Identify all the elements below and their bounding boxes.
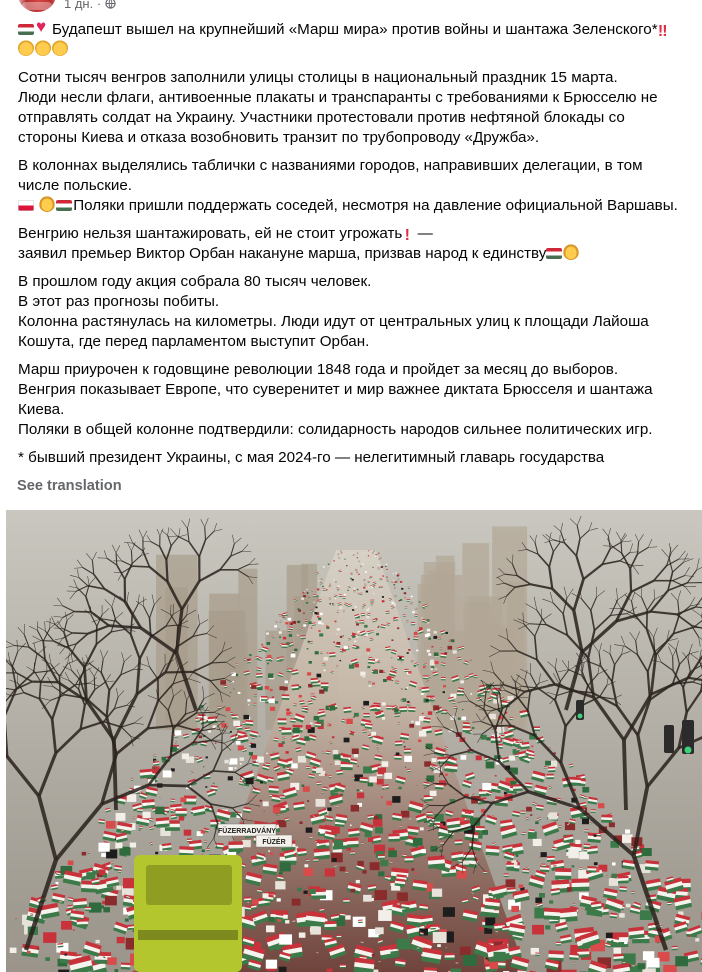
paragraph-3 [18,156,694,216]
post-photo[interactable] [6,510,702,972]
see-translation-link[interactable]: See translation [17,478,122,494]
text-line: стороны Киева и отказа возобновить транзит по трубопроводу «Дружба». [18,129,540,146]
text-line: В колоннах выделялись таблички с названиями городов, направивших делегации, в том [18,157,643,174]
text-line: Венгрия показывает Европе, что суверенитет и мир важнее диктата Брюсселя и шантажа [18,381,653,398]
post-text [18,20,694,476]
red-heart-icon [35,20,51,36]
handshake-icon [563,244,579,260]
sign-fuzer [256,835,292,847]
hungary-flag-icon [546,248,562,259]
text-line: Кошута, где перед парламентом выступит Орбан. [18,333,370,350]
post-meta [64,0,116,11]
emoji-line [18,40,694,60]
flexed-biceps-icon [18,40,34,56]
double-exclamation-icon: ‼ [657,23,668,40]
paragraph-4 [18,224,694,264]
poles-text: Поляки пришли поддержать соседей, несмотря на давление официальной Варшавы. [73,197,678,214]
hungary-flag-icon [56,200,72,211]
poles-line [18,196,694,216]
text-line: Марш приурочен к годовщине революции 1848 года и пройдет за месяц до выборов. [18,361,619,378]
post-header [0,0,702,16]
text-line: отправлять солдат на Украину. Участники протестовали против нефтяной блокады со [18,109,625,126]
crowd-photo-image [6,510,702,972]
headline-text: Будапешт вышел на крупнейший «Марш мира» против войны и шантажа Зеленского* [52,21,658,38]
globe-icon [105,0,116,9]
text-line: В прошлом году акция собрала 80 тысяч человек. [18,273,372,290]
text-line: числе польские. [18,177,133,194]
exclamation-icon: ! [404,227,410,244]
poland-flag-icon [18,200,34,211]
text-line: В этот раз прогнозы побиты. [18,293,220,310]
hungary-flag-icon [18,24,34,35]
quote-text: Венгрию нельзя шантажировать, ей не стоит угрожать [18,225,403,242]
text-line: Поляки в общей колонне подтвердили: солидарность народов сильнее политических игр. [18,421,653,438]
paragraph-6 [18,360,694,440]
headline-line [18,20,694,40]
clapping-hands-icon [52,40,68,56]
sign-text: FÜZÉR [262,839,286,846]
text-line: Люди несли флаги, антивоенные плакаты и транспаранты с требованиями к Брюсселю не [18,89,658,106]
truck-in-photo [134,855,242,972]
sign-fuzerradvany [218,824,276,836]
paragraph-headline [18,20,694,60]
footnote-text: * бывший президент Украины, с мая 2024-го — нелегитимный главарь государства [18,449,605,466]
footnote [18,448,694,468]
quote-dash: — [413,225,433,242]
paragraph-2 [18,68,694,148]
text-line: Колонна растянулась на километры. Люди идут от центральных улиц к площади Лайоша [18,313,649,330]
quote-line [18,224,694,244]
sign-text: FÜZERRADVÁNY [218,828,276,835]
handshake-icon [39,196,55,212]
orban-line [18,244,694,264]
text-line: Сотни тысяч венгров заполнили улицы столицы в национальный праздник 15 марта. [18,69,618,86]
clapping-hands-icon [35,40,51,56]
orban-text: заявил премьер Виктор Орбан накануне марша, призвав народ к единству [18,245,547,262]
paragraph-5 [18,272,694,352]
post-timestamp[interactable]: 1 дн. · [64,0,102,11]
page-avatar[interactable] [18,0,56,12]
text-line: Киева. [18,401,65,418]
